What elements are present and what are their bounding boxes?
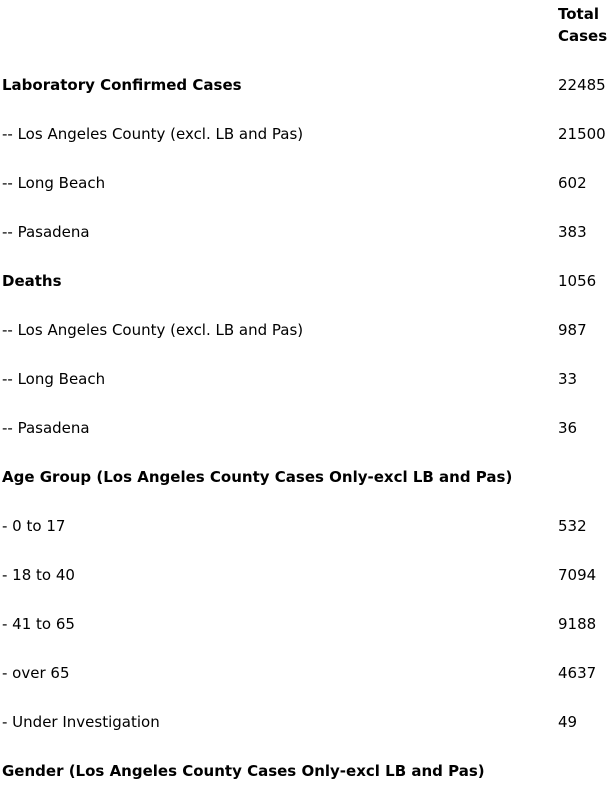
row-label: Laboratory Confirmed Cases [2,76,242,94]
row-value: 21500 [558,125,606,143]
row-label: -- Los Angeles County (excl. LB and Pas) [2,321,304,339]
row-value: 36 [558,419,578,437]
section-row [0,258,611,307]
row-value: 383 [558,223,587,241]
total-cases-column-header: Total Cases [558,5,608,45]
table-row [0,111,611,160]
row-value: 4637 [558,664,597,682]
row-value: 532 [558,517,587,535]
row-value: 7094 [558,566,597,584]
table-row [0,503,611,552]
table-header-row [0,0,611,62]
row-label: Gender (Los Angeles County Cases Only-excl LB and Pas) [2,762,485,780]
table-row [0,650,611,699]
row-label: Age Group (Los Angeles County Cases Only-excl LB and Pas) [2,468,513,486]
table-row [0,699,611,748]
row-label: Deaths [2,272,62,290]
section-row [0,454,611,503]
table-row [0,601,611,650]
row-value: 22485 [558,76,606,94]
table-row [0,209,611,258]
row-value: 987 [558,321,587,339]
row-label: - over 65 [2,664,70,682]
table-body [0,62,611,797]
row-value: 1056 [558,272,597,290]
table-row [0,307,611,356]
row-label: -- Pasadena [2,419,90,437]
row-value: 49 [558,713,578,731]
row-label: - 18 to 40 [2,566,75,584]
table-row [0,160,611,209]
table-row [0,405,611,454]
row-label: -- Long Beach [2,370,106,388]
row-label: -- Pasadena [2,223,90,241]
section-row [0,748,611,797]
row-label: - 41 to 65 [2,615,75,633]
row-value: 9188 [558,615,597,633]
row-label: - Under Investigation [2,713,160,731]
table-row [0,356,611,405]
row-value: 33 [558,370,578,388]
table-row [0,552,611,601]
row-label: -- Los Angeles County (excl. LB and Pas) [2,125,304,143]
row-value: 602 [558,174,587,192]
row-label: -- Long Beach [2,174,106,192]
row-label: - 0 to 17 [2,517,66,535]
section-row [0,62,611,111]
